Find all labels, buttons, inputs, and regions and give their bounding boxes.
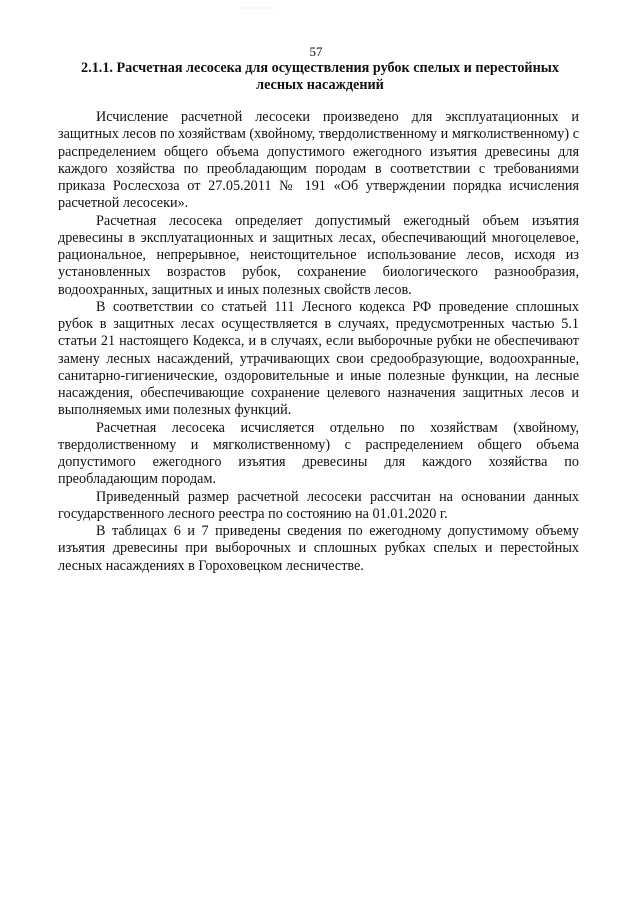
page-number: 57 (309, 44, 323, 59)
paragraph-4: Расчетная лесосека исчисляется отдельно по хозяйствам (хвойному, твердолиственному и мягколиственному) с распределением общего объема допустимого ежегодного изъятия древесины для каждого хозяйства по преобладающим породам. (58, 419, 579, 488)
scan-artifact (240, 6, 276, 10)
paragraph-2: Расчетная лесосека определяет допустимый ежегодный объем изъятия древесины в эксплуатационных и защитных лесах, обеспечивающий многоцелевое, рациональное, непрерывное, неистощительное использование лесов, исходя из установленных возрастов рубок, сохранение биологического разнообразия, водоохранных, защитных и иных полезных свойств лесов. (58, 212, 579, 298)
paragraph-6: В таблицах 6 и 7 приведены сведения по ежегодному допустимому объему изъятия древесины при выборочных и сплошных рубках спелых и перестойных лесных насаждениях в Гороховецком лесничестве. (58, 523, 579, 574)
paragraph-1: Исчисление расчетной лесосеки произведено для эксплуатационных и защитных лесов по хозяйствам (хвойному, твердолиственному и мягколиственному) с распределением общего объема допустимого ежегодного изъятия древесины для каждого хозяйства по преобладающим породам в соответствии с требованиями приказа Рослесхоза от 27.05.2011 № 191 «Об утверждении порядка исчисления расчетной лесосеки». (58, 109, 579, 212)
body-text (58, 109, 579, 575)
section-heading: 2.1.1. Расчетная лесосека для осуществления рубок спелых и перестойных лесных насаждений (81, 60, 559, 93)
paragraph-3: В соответствии со статьей 111 Лесного кодекса РФ проведение сплошных рубок в защитных лесах осуществляется в случаях, предусмотренных частью 5.1 статьи 21 настоящего Кодекса, и в случаях, если выборочные рубки не обеспечивают замену лесных насаждений, утрачивающих свои средообразующие, водоохранные, санитарно-гигиенические, оздоровительные и иные полезные функции, на лесные насаждения, обеспечивающие сохранение целевого назначения защитных лесов и выполняемых ими полезных функций. (58, 298, 579, 419)
paragraph-5: Приведенный размер расчетной лесосеки рассчитан на основании данных государственного лесного реестра по состоянию на 01.01.2020 г. (58, 488, 579, 522)
